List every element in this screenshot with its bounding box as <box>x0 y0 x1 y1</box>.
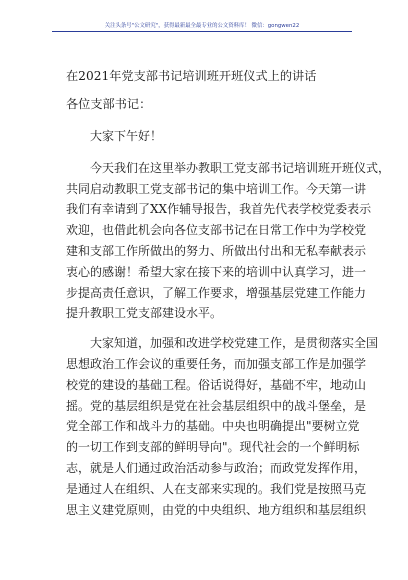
document-title: 在2021年党支部书记培训班开班仪式上的讲话 <box>66 69 317 83</box>
salutation: 各位支部书记： <box>66 97 152 111</box>
text-line: 衷心的感谢！希望大家在接下来的培训中认真学习，进一 <box>66 264 367 279</box>
promo-banner: 关注头条号"公文研究"，获得最新最全最专业的公文资料库！ 微信：gongwen22 <box>52 22 352 32</box>
paragraph-1 <box>66 158 391 324</box>
text-line: 大家知道，加强和改进学校党建工作，是贯彻落实全国 <box>90 336 379 351</box>
text-line: 是通过人在组织、人在支部来实现的。我们党是按照马克 <box>66 481 367 496</box>
text-line: 提升教职工党支部建设水平。 <box>66 306 223 321</box>
text-line: 校党的建设的基础工程。俗话说得好，基础不牢，地动山 <box>66 377 367 392</box>
document-body <box>66 126 391 520</box>
text-line: 党全部工作和战斗力的基础。中央也明确提出"要树立党 <box>66 419 360 434</box>
text-line: 的一切工作到支部的鲜明导向"。现代社会的一个鲜明标 <box>66 440 360 455</box>
text-line: 志，就是人们通过政治活动参与政治；而政党发挥作用， <box>66 460 367 475</box>
text-line: 步提高责任意识，了解工作要求，增强基层党建工作能力 <box>66 285 367 300</box>
text-line: 思想政治工作会议的重要任务，而加强支部工作是加强学 <box>66 356 367 371</box>
text-line: 大家下午好！ <box>90 129 163 143</box>
text-line: 我们有幸请到了XX作辅导报告，我首先代表学校党委表示 <box>66 202 372 217</box>
text-line: 摇。党的基层组织是党在社会基层组织中的战斗堡垒，是 <box>66 398 367 413</box>
text-line: 思主义建党原则，由党的中央组织、地方组织和基层组织 <box>66 502 367 517</box>
paragraph-2 <box>66 333 379 520</box>
text-line: 建和支部工作所做出的努力、所做出付出和无私奉献表示 <box>66 243 367 258</box>
text-line: 今天我们在这里举办教职工党支部书记培训班开班仪式， <box>90 160 391 175</box>
text-line: 欢迎，也借此机会向各位支部书记在日常工作中为学校党 <box>66 223 367 238</box>
text-line: 共同启动教职工党支部书记的集中培训工作。今天第一讲 <box>66 181 367 196</box>
greeting <box>66 126 366 147</box>
